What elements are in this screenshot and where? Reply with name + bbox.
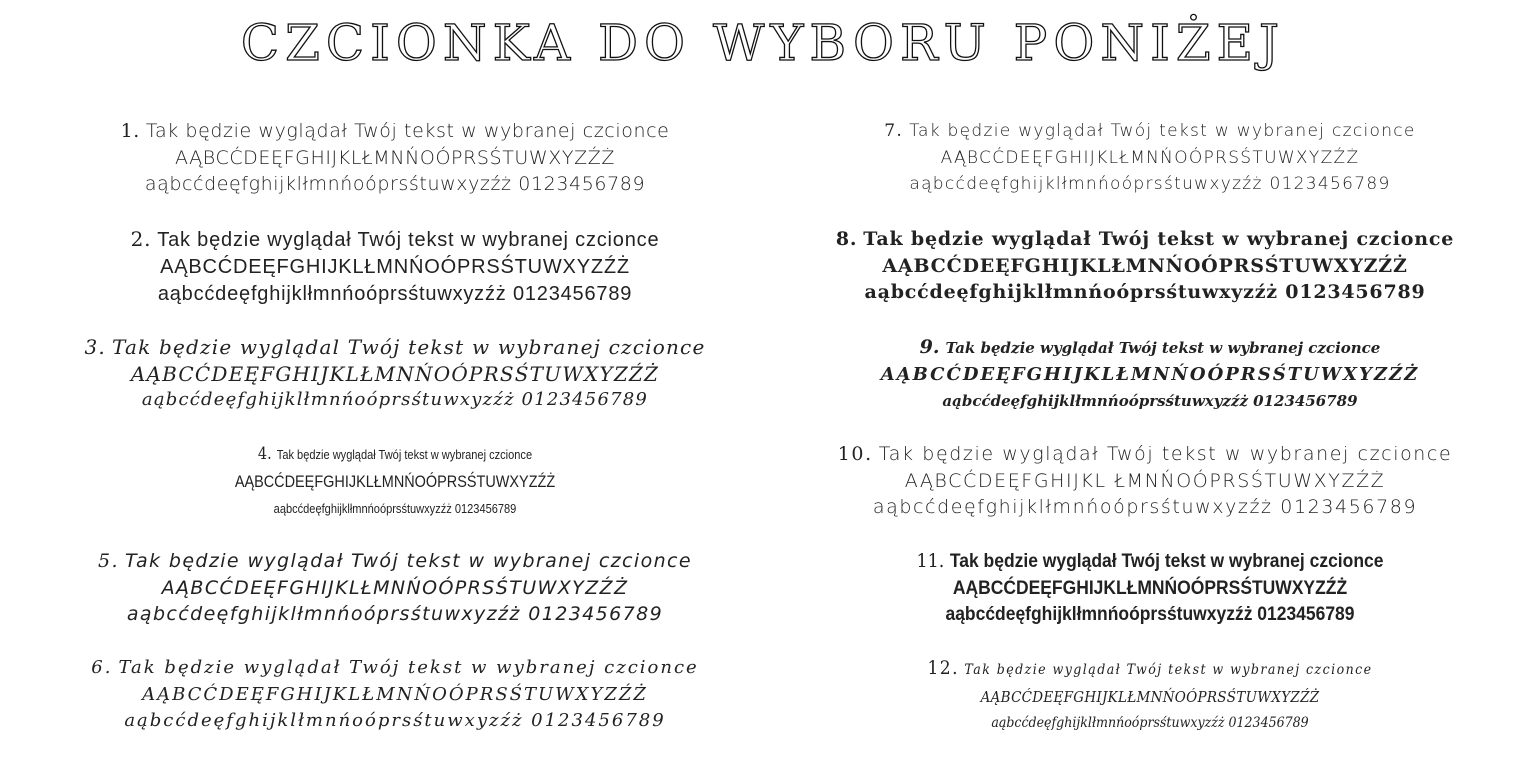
sample-text: Tak będzie wyglądał Twój tekst w wybranej czcionce — [909, 121, 1416, 141]
lowercase-alphabet: aąbcćdeęfghijklłmnńoóprsśtuwxyzźż 0123456789 — [124, 710, 666, 731]
font-sample-10[interactable] — [790, 441, 1500, 521]
font-number: 3. — [84, 335, 106, 359]
font-number: 4. — [257, 444, 272, 464]
font-sample-10-sentence — [790, 441, 1500, 468]
font-sample-12-sentence — [835, 655, 1465, 684]
sample-text: Tak będzie wyglądał Twój tekst w wybranej czcionce — [157, 229, 660, 251]
uppercase-alphabet: AĄBCĆDEĘFGHIJKLŁMNŃOÓPRSŚTUWXYZŹŻ — [130, 361, 660, 386]
lowercase-alphabet: aąbcćdeęfghijklłmnńoóprsśtuwxyzźż 0123456789 — [991, 715, 1309, 731]
uppercase-alphabet: AĄBCĆDEĘFGHIJKLŁMNŃOÓPRSŚTUWXYZŹŻ — [880, 363, 1420, 385]
font-sample-3-sentence — [40, 334, 750, 361]
font-number: 6. — [91, 657, 113, 678]
sample-text: Tak będzie wyglądał Twój tekst w wybranej czcionce — [949, 551, 1384, 572]
sample-text: Tak będzie wyglądal Twój tekst w wybranej czcionce — [111, 335, 706, 359]
lowercase-alphabet: aąbcćdeęfghijklłmnńoóprsśtuwxyzźż 0123456789 — [144, 173, 646, 195]
uppercase-alphabet: AĄBCĆDEĘFGHIJKLŁMNŃOÓPRSŚTUWXYZŹŻ — [882, 254, 1408, 277]
sample-text: Tak będzie wyglądał Twój tekst w wybranej czcionce — [118, 657, 699, 678]
font-sample-6-sentence — [35, 655, 755, 682]
font-number: 5. — [98, 550, 119, 572]
uppercase-alphabet: AĄBCĆDEĘFGHIJKLŁMNŃOÓPRSŚTUWXYZŹŻ — [175, 146, 615, 169]
sample-text: Tak będzie wyglądał Twój tekst w wybranej czcionce — [276, 447, 533, 462]
font-sample-8[interactable] — [790, 226, 1500, 306]
sample-text: Tak będzie wyglądał Twój tekst w wybranej czcionce — [124, 550, 692, 572]
uppercase-alphabet: AĄBCĆDEĘFGHIJKLŁMNŃOÓPRSŚTUWXYZŹŻ — [980, 687, 1320, 706]
lowercase-alphabet: aąbcćdeęfghijklłmnńoóprsśtuwxyzźż 0123456789 — [945, 604, 1355, 625]
font-sample-4[interactable] — [119, 441, 672, 522]
font-sample-7[interactable] — [800, 118, 1500, 198]
uppercase-alphabet: AĄBCĆDEĘFGHIJKLŁMNŃOÓPRSŚTUWXYZŹŻ — [940, 147, 1360, 168]
lowercase-alphabet: aąbcćdeęfghijklłmnńoóprsśtuwxyzźż 0123456789 — [942, 392, 1358, 410]
font-number: 8. — [835, 228, 858, 250]
lowercase-alphabet: aąbcćdeęfghijklłmnńoóprsśtuwxyzźż 0123456789 — [126, 603, 664, 625]
font-number: 10. — [837, 443, 873, 465]
font-number: 2. — [130, 227, 152, 251]
page-title: CZCIONKA DO WYBORU PONIŻEJ — [240, 14, 1286, 72]
lowercase-alphabet: aąbcćdeęfghijklłmnńoóprsśtuwxyzźż 0123456789 — [157, 283, 633, 305]
font-sample-3[interactable] — [40, 334, 750, 414]
font-number: 9. — [919, 336, 940, 358]
font-sample-1[interactable] — [70, 118, 720, 198]
lowercase-alphabet: aąbcćdeęfghijklłmnńoóprsśtuwxyzźż 0123456789 — [909, 174, 1391, 194]
sample-text: Tak będzie wyglądał Twój tekst w wybranej czcionce — [945, 339, 1381, 357]
lowercase-alphabet: aąbcćdeęfghijklłmnńoóprsśtuwxyzźż 0123456789 — [141, 389, 649, 410]
uppercase-alphabet: AĄBCĆDEĘFGHIJKLŁMNŃOÓPRSŚTUWXYZŹŻ — [952, 577, 1348, 599]
font-number: 12. — [927, 657, 959, 679]
lowercase-alphabet: aąbcćdeęfghijklłmnńoóprsśtuwxyzźż 0123456789 — [864, 281, 1426, 303]
font-sample-8-sentence — [790, 226, 1500, 253]
uppercase-alphabet: AĄBCĆDEĘFGHIJKL ŁMNŃOÓPRSŚTUWXYZŹŻ — [904, 469, 1386, 492]
sample-text: Tak będzie wyglądał Twój tekst w wybranej czcionce — [878, 443, 1453, 465]
font-sample-9[interactable] — [800, 334, 1500, 415]
font-sample-4-sentence — [119, 441, 672, 468]
uppercase-alphabet: AĄBCĆDEĘFGHIJKLŁMNŃOÓPRSŚTUWXYZŹŻ — [161, 576, 629, 599]
font-number: 11. — [916, 550, 945, 572]
font-sample-11[interactable] — [828, 548, 1472, 629]
lowercase-alphabet: aąbcćdeęfghijklłmnńoóprsśtuwxyzźż 0123456789 — [273, 501, 517, 516]
font-sample-7-sentence — [800, 118, 1500, 145]
font-sample-6[interactable] — [35, 655, 755, 735]
font-sample-1-sentence — [70, 118, 720, 145]
font-sample-2[interactable] — [70, 226, 720, 308]
uppercase-alphabet: AĄBCĆDEĘFGHIJKLŁMNŃOÓPRSŚTUWXYZŹŻ — [234, 472, 556, 491]
lowercase-alphabet: aąbcćdeęfghijklłmnńoóprsśtuwxyzźż 0123456789 — [872, 496, 1418, 518]
sample-text: Tak będzie wyglądał Twój tekst w wybranej czcionce — [863, 228, 1455, 250]
uppercase-alphabet: AĄBCĆDEĘFGHIJKLŁMNŃOÓPRSŚTUWXYZŹŻ — [160, 256, 630, 278]
sample-text: Tak będzie wyglądał Twój tekst w wybranej czcionce — [964, 662, 1373, 678]
font-sample-9-sentence — [800, 334, 1500, 362]
font-number: 7. — [884, 121, 904, 141]
sample-text: Tak będzie wyglądał Twój tekst w wybranej czcionce — [145, 120, 670, 142]
font-number: 1. — [120, 120, 140, 142]
uppercase-alphabet: AĄBCĆDEĘFGHIJKLŁMNŃOÓPRSŚTUWXYZŹŻ — [142, 683, 648, 705]
font-sample-2-sentence — [70, 226, 720, 254]
font-sample-11-sentence — [828, 548, 1472, 576]
font-sample-12[interactable] — [835, 655, 1465, 737]
font-sample-5-sentence — [50, 548, 740, 575]
font-sample-5[interactable] — [50, 548, 740, 628]
